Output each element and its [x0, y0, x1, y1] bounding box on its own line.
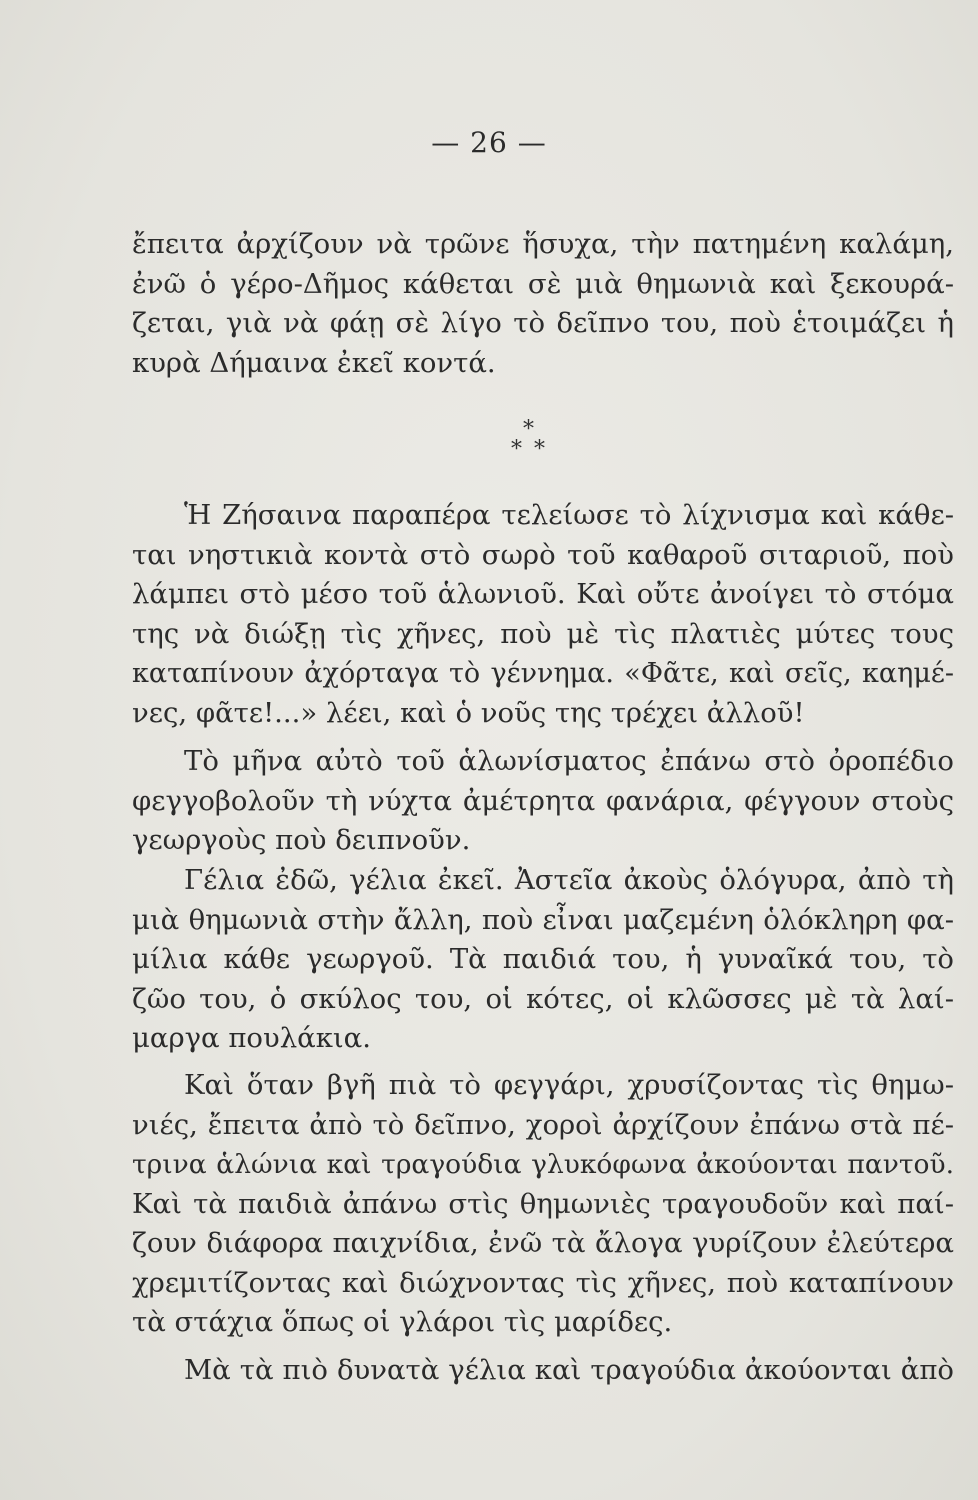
text-line: νιές, ἔπειτα ἀπὸ τὸ δεῖπνο, χοροὶ ἀρχίζουν ἐπάνω στὰ πέ- [132, 1108, 954, 1141]
text-line: ζεται, γιὰ νὰ φάῃ σὲ λίγο τὸ δεῖπνο του, ποὺ ἑτοιμάζει ἡ [132, 307, 954, 339]
paragraph-3 [132, 742, 954, 861]
text-line: ζῶο του, ὁ σκύλος του, οἱ κότες, οἱ κλῶσσες μὲ τὰ λαί- [132, 982, 954, 1015]
text-line: μαργα πουλάκια. [132, 1022, 371, 1054]
text-line: φεγγοβολοῦν τὴ νύχτα ἀμέτρητα φανάρια, φέγγουν στοὺς [132, 784, 954, 817]
paragraph-5 [132, 1066, 954, 1343]
text-line: ἐνῶ ὁ γέρο-Δῆμος κάθεται σὲ μιὰ θημωνιὰ καὶ ξεκουρά- [132, 267, 954, 300]
text-line: μιὰ θημωνιὰ στὴν ἄλλη, ποὺ εἶναι μαζεμένη ὁλόκληρη φα- [132, 903, 954, 936]
paragraph-1 [132, 225, 954, 383]
separator-star: * [523, 417, 534, 442]
text-line: Ἡ Ζήσαινα παραπέρα τελείωσε τὸ λίχνισμα καὶ κάθε- [184, 499, 954, 531]
text-line: Μὰ τὰ πιὸ δυνατὰ γέλια καὶ τραγούδια ἀκούονται ἀπὸ [184, 1354, 954, 1386]
text-line: ζουν διάφορα παιχνίδια, ἐνῶ τὰ ἄλογα γυρίζουν ἐλεύτερα [132, 1227, 954, 1259]
text-line: Γέλια ἐδῶ, γέλια ἐκεῖ. Ἀστεῖα ἀκοὺς ὁλόγυρα, ἀπὸ τὴ [184, 864, 954, 896]
text-line: ται νηστικιὰ κοντὰ στὸ σωρὸ τοῦ καθαροῦ σιταριοῦ, ποὺ [132, 538, 954, 571]
page-number: — 26 — [431, 126, 547, 159]
paragraph-4 [132, 861, 954, 1059]
text-line: καταπίνουν ἀχόρταγα τὸ γέννημα. «Φᾶτε, καὶ σεῖς, καημέ- [132, 658, 954, 689]
text-line: κυρὰ Δήμαινα ἐκεῖ κοντά. [132, 346, 496, 379]
text-line: τρινα ἁλώνια καὶ τραγούδια γλυκόφωνα ἀκούονται παντοῦ. [132, 1149, 954, 1180]
text-line: ἔπειτα ἀρχίζουν νὰ τρῶνε ἥσυχα, τὴν πατημένη καλάμη, [132, 228, 954, 260]
text-line: Καὶ ὅταν βγῆ πιὰ τὸ φεγγάρι, χρυσίζοντας τὶς θημω- [184, 1069, 954, 1101]
text-line: Τὸ μῆνα αὐτὸ τοῦ ἁλωνίσματος ἐπάνω στὸ ὀροπέδιο [184, 745, 954, 777]
section-separator [490, 417, 570, 464]
text-line: γεωργοὺς ποὺ δειπνοῦν. [132, 824, 471, 856]
paragraph-2 [132, 496, 954, 733]
text-line: χρεμιτίζοντας καὶ διώχνοντας τὶς χῆνες, ποὺ καταπίνουν [132, 1266, 954, 1299]
paragraph-6 [132, 1351, 954, 1391]
separator-star: * [511, 437, 522, 462]
text-line: τὰ στάχια ὅπως οἱ γλάροι τὶς μαρίδες. [132, 1306, 673, 1338]
text-line: Καὶ τὰ παιδιὰ ἀπάνω στὶς θημωνιὲς τραγουδοῦν καὶ παί- [132, 1187, 954, 1220]
text-line: λάμπει στὸ μέσο τοῦ ἁλωνιοῦ. Καὶ οὔτε ἀνοίγει τὸ στόμα [132, 578, 954, 610]
text-line: νες, φᾶτε!...» λέει, καὶ ὁ νοῦς της τρέχει ἀλλοῦ! [132, 696, 805, 729]
text-line: μίλια κάθε γεωργοῦ. Τὰ παιδιά του, ἡ γυναῖκά του, τὸ [132, 943, 954, 975]
separator-star: * [534, 437, 545, 462]
text-line: της νὰ διώξῃ τὶς χῆνες, ποὺ μὲ τὶς πλατιὲς μύτες τους [132, 617, 954, 650]
